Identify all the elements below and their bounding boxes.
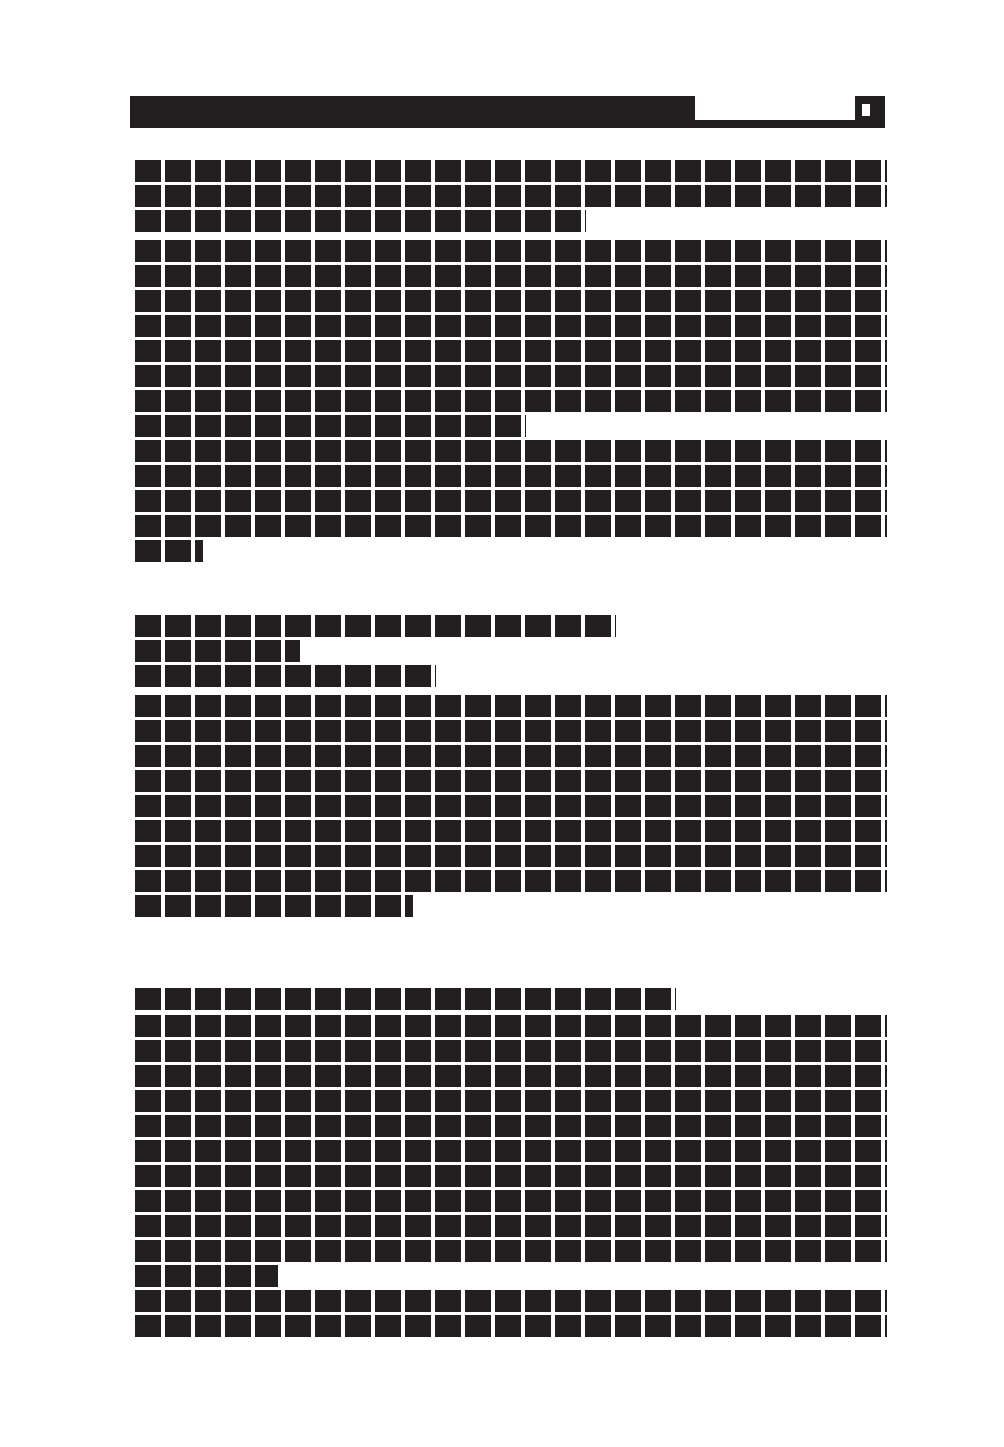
paragraph-1	[135, 160, 887, 235]
paragraph-2	[135, 240, 887, 440]
paragraph-3	[135, 440, 887, 565]
paragraph-4	[135, 695, 887, 920]
section-heading-2	[135, 988, 887, 1013]
page-number	[862, 104, 870, 116]
section-heading-1	[135, 615, 887, 690]
paragraph-5	[135, 1015, 887, 1340]
